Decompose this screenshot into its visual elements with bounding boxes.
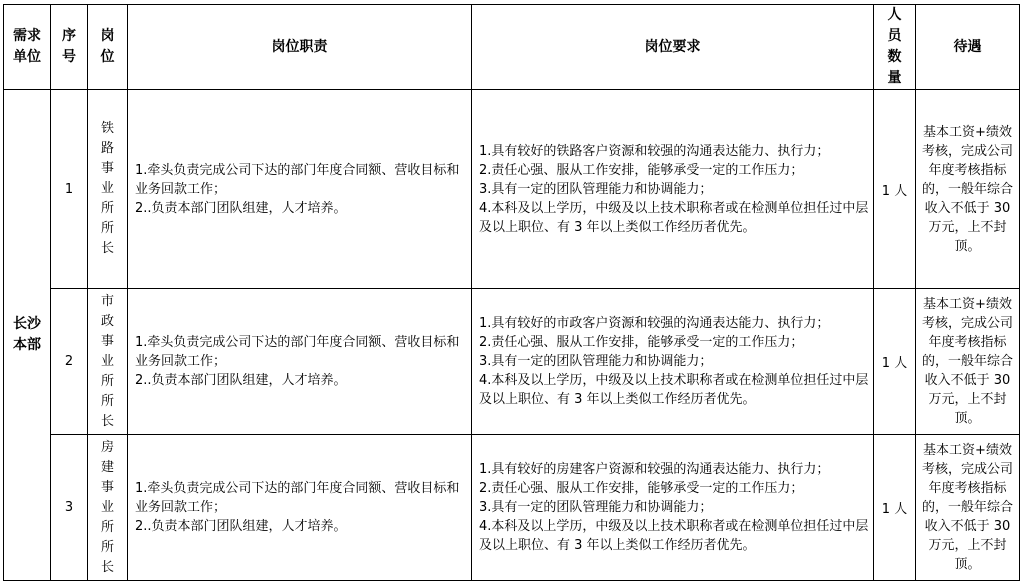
- dept-cell: [4, 90, 51, 581]
- requirements-cell: [472, 435, 874, 581]
- benefits-cell: 基本工资+绩效考核，完成公司年度考核指标的，一般年综合收入不低于 30 万元，上不封顶。: [916, 435, 1020, 581]
- duties-cell: [128, 90, 472, 289]
- duty-line: 2..负责本部门团队组建，人才培养。: [135, 200, 347, 216]
- requirements-cell: [472, 289, 874, 435]
- duty-line: 2..负责本部门团队组建，人才培养。: [135, 373, 347, 388]
- position-cell: [88, 435, 128, 581]
- requirement-line: 2.责任心强、服从工作安排，能够承受一定的工作压力；: [479, 481, 804, 496]
- benefits-cell: 基本工资+绩效考核，完成公司年度考核指标的，一般年综合收入不低于 30 万元，上不封顶。: [916, 289, 1020, 435]
- requirement-line: 3.具有一定的团队管理能力和协调能力；: [479, 181, 713, 197]
- headcount-cell: 1 人: [874, 289, 916, 435]
- duty-line: 1.牵头负责完成公司下达的部门年度合同额、营收目标和业务回款工作；: [135, 162, 460, 197]
- duty-line: 1.牵头负责完成公司下达的部门年度合同额、营收目标和业务回款工作；: [135, 481, 460, 515]
- requirement-line: 3.具有一定的团队管理能力和协调能力；: [479, 500, 713, 515]
- header-headcount-label: 人员数量: [887, 7, 902, 86]
- requirement-line: 4.本科及以上学历，中级及以上技术职称者或在检测单位担任过中层及以上职位、有 3 年以上类似工作经历者优先。: [479, 200, 869, 235]
- header-seq-label: 序号: [62, 28, 76, 65]
- duties-cell: [128, 289, 472, 435]
- requirement-line: 1.具有较好的房建客户资源和较强的沟通表达能力、执行力；: [479, 462, 830, 477]
- header-seq: [51, 5, 88, 90]
- header-position-label: 岗位: [100, 28, 115, 65]
- requirement-line: 1.具有较好的市政客户资源和较强的沟通表达能力、执行力；: [479, 316, 830, 331]
- header-row: [4, 5, 1020, 90]
- seq-cell: 2: [51, 289, 88, 435]
- position-label: 房建事业所所长: [100, 439, 114, 575]
- table-row: [4, 435, 1020, 581]
- header-duties: 岗位职责: [128, 5, 472, 90]
- duties-cell: [128, 435, 472, 581]
- header-headcount: [874, 5, 916, 90]
- requirement-line: 2.责任心强、服从工作安排，能够承受一定的工作压力；: [479, 335, 804, 350]
- requirements-cell: [472, 90, 874, 289]
- header-requirements: 岗位要求: [472, 5, 874, 90]
- duty-line: 1.牵头负责完成公司下达的部门年度合同额、营收目标和业务回款工作；: [135, 335, 460, 369]
- position-label: 市政事业所所长: [100, 293, 114, 429]
- header-position: [88, 5, 128, 90]
- headcount-cell: 1 人: [874, 90, 916, 289]
- requirement-line: 4.本科及以上学历，中级及以上技术职称者或在检测单位担任过中层及以上职位、有 3 年以上类似工作经历者优先。: [479, 373, 869, 407]
- requirement-line: 4.本科及以上学历，中级及以上技术职称者或在检测单位担任过中层及以上职位、有 3 年以上类似工作经历者优先。: [479, 519, 869, 553]
- seq-cell: 1: [51, 90, 88, 289]
- requirement-line: 3.具有一定的团队管理能力和协调能力；: [479, 354, 713, 369]
- header-benefits: 待遇: [916, 5, 1020, 90]
- header-dept-label: 需求单位: [13, 28, 41, 65]
- recruitment-table: [3, 4, 1020, 581]
- requirement-line: 2.责任心强、服从工作安排，能够承受一定的工作压力；: [479, 162, 804, 178]
- position-cell: [88, 90, 128, 289]
- duty-line: 2..负责本部门团队组建，人才培养。: [135, 519, 347, 534]
- headcount-cell: 1 人: [874, 435, 916, 581]
- requirement-line: 1.具有较好的铁路客户资源和较强的沟通表达能力、执行力；: [479, 143, 830, 159]
- position-cell: [88, 289, 128, 435]
- benefits-cell: 基本工资+绩效考核，完成公司年度考核指标的，一般年综合收入不低于 30 万元，上不封顶。: [916, 90, 1020, 289]
- header-dept: [4, 5, 51, 90]
- table-row: [4, 90, 1020, 289]
- dept-name: 长沙本部: [13, 316, 41, 353]
- table-row: [4, 289, 1020, 435]
- position-label: 铁路事业所所长: [100, 121, 114, 256]
- seq-cell: 3: [51, 435, 88, 581]
